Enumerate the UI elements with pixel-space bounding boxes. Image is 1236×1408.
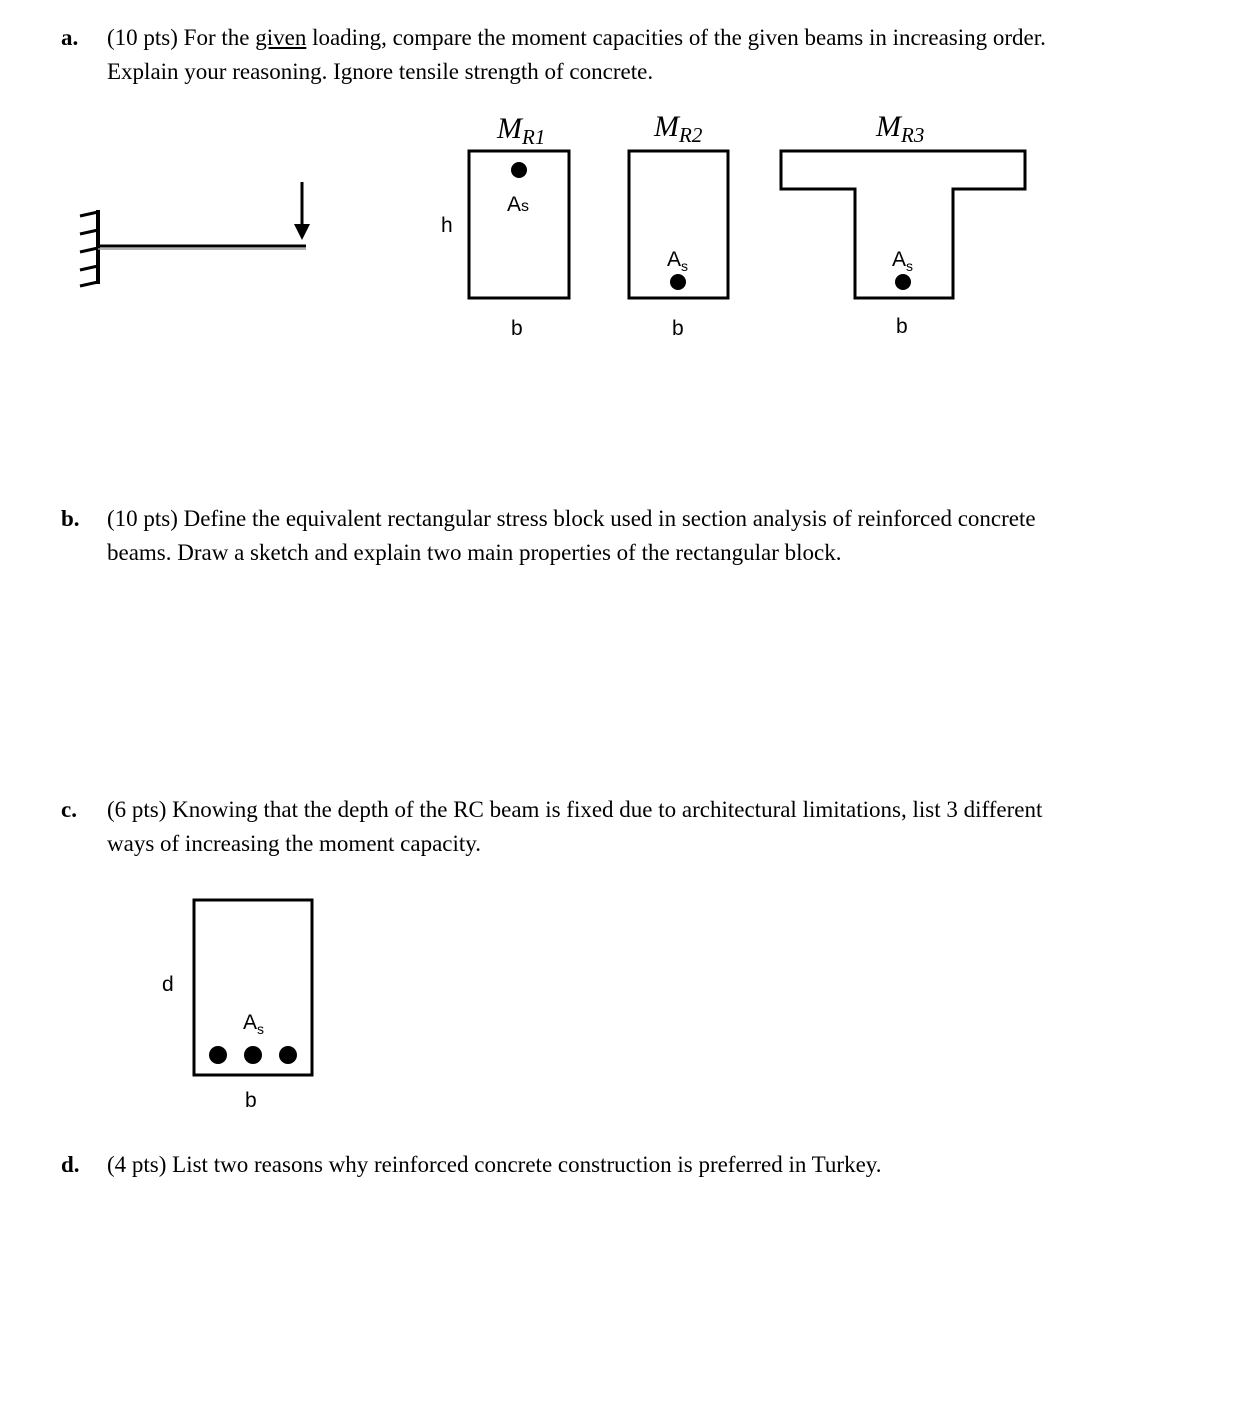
question-d-line1: (4 pts) List two reasons why reinforced concrete construction is preferred in Turkey. — [107, 1152, 882, 1177]
beam1-width-label: b — [511, 317, 523, 340]
moment-label-r1: $M_{R1}$ — [497, 112, 546, 149]
beam-c-rebar-middle — [244, 1046, 262, 1064]
question-c-line1: (6 pts) Knowing that the depth of the RC beam is fixed due to architectural limitations, list 3 different — [107, 797, 1043, 822]
moment-label-r3: $M_{R3}$ — [876, 110, 925, 147]
beam3-width-label: b — [896, 315, 908, 338]
question-a-line2: Explain your reasoning. Ignore tensile strength of concrete. — [107, 59, 654, 84]
question-a-letter: a. — [61, 25, 79, 50]
question-c-line2: ways of increasing the moment capacity. — [107, 831, 482, 856]
question-a-line1: (10 pts) For the given loading, compare the moment capacities of the given beams in increasing order. — [107, 25, 1046, 50]
question-b-line1: (10 pts) Define the equivalent rectangular stress block used in section analysis of reinforced concrete — [107, 506, 1036, 531]
beam3-steel-label: $A_s$ — [892, 248, 914, 274]
beam-c-rebar-left — [209, 1046, 227, 1064]
beam-section-c — [162, 900, 312, 1112]
beam2-steel-label: $A_s$ — [667, 248, 689, 274]
moment-label-r2: $M_{R2}$ — [654, 110, 703, 147]
beam-c-rebar-right — [279, 1046, 297, 1064]
question-c-letter: c. — [61, 797, 77, 822]
beam-c-width-label: b — [245, 1089, 257, 1112]
question-b-line2: beams. Draw a sketch and explain two main properties of the rectangular block. — [107, 540, 842, 565]
question-b-letter: b. — [61, 506, 80, 531]
beam-c-depth-label: d — [162, 973, 174, 996]
underlined-given: given — [255, 25, 307, 50]
beam2-width-label: b — [672, 317, 684, 340]
question-d-letter: d. — [61, 1152, 80, 1177]
question-d-text — [107, 1148, 1187, 1182]
beam1-steel-label: As — [507, 193, 530, 216]
beam-c-steel-label: $A_s$ — [243, 1011, 265, 1037]
beam1-height-label: h — [441, 214, 453, 237]
